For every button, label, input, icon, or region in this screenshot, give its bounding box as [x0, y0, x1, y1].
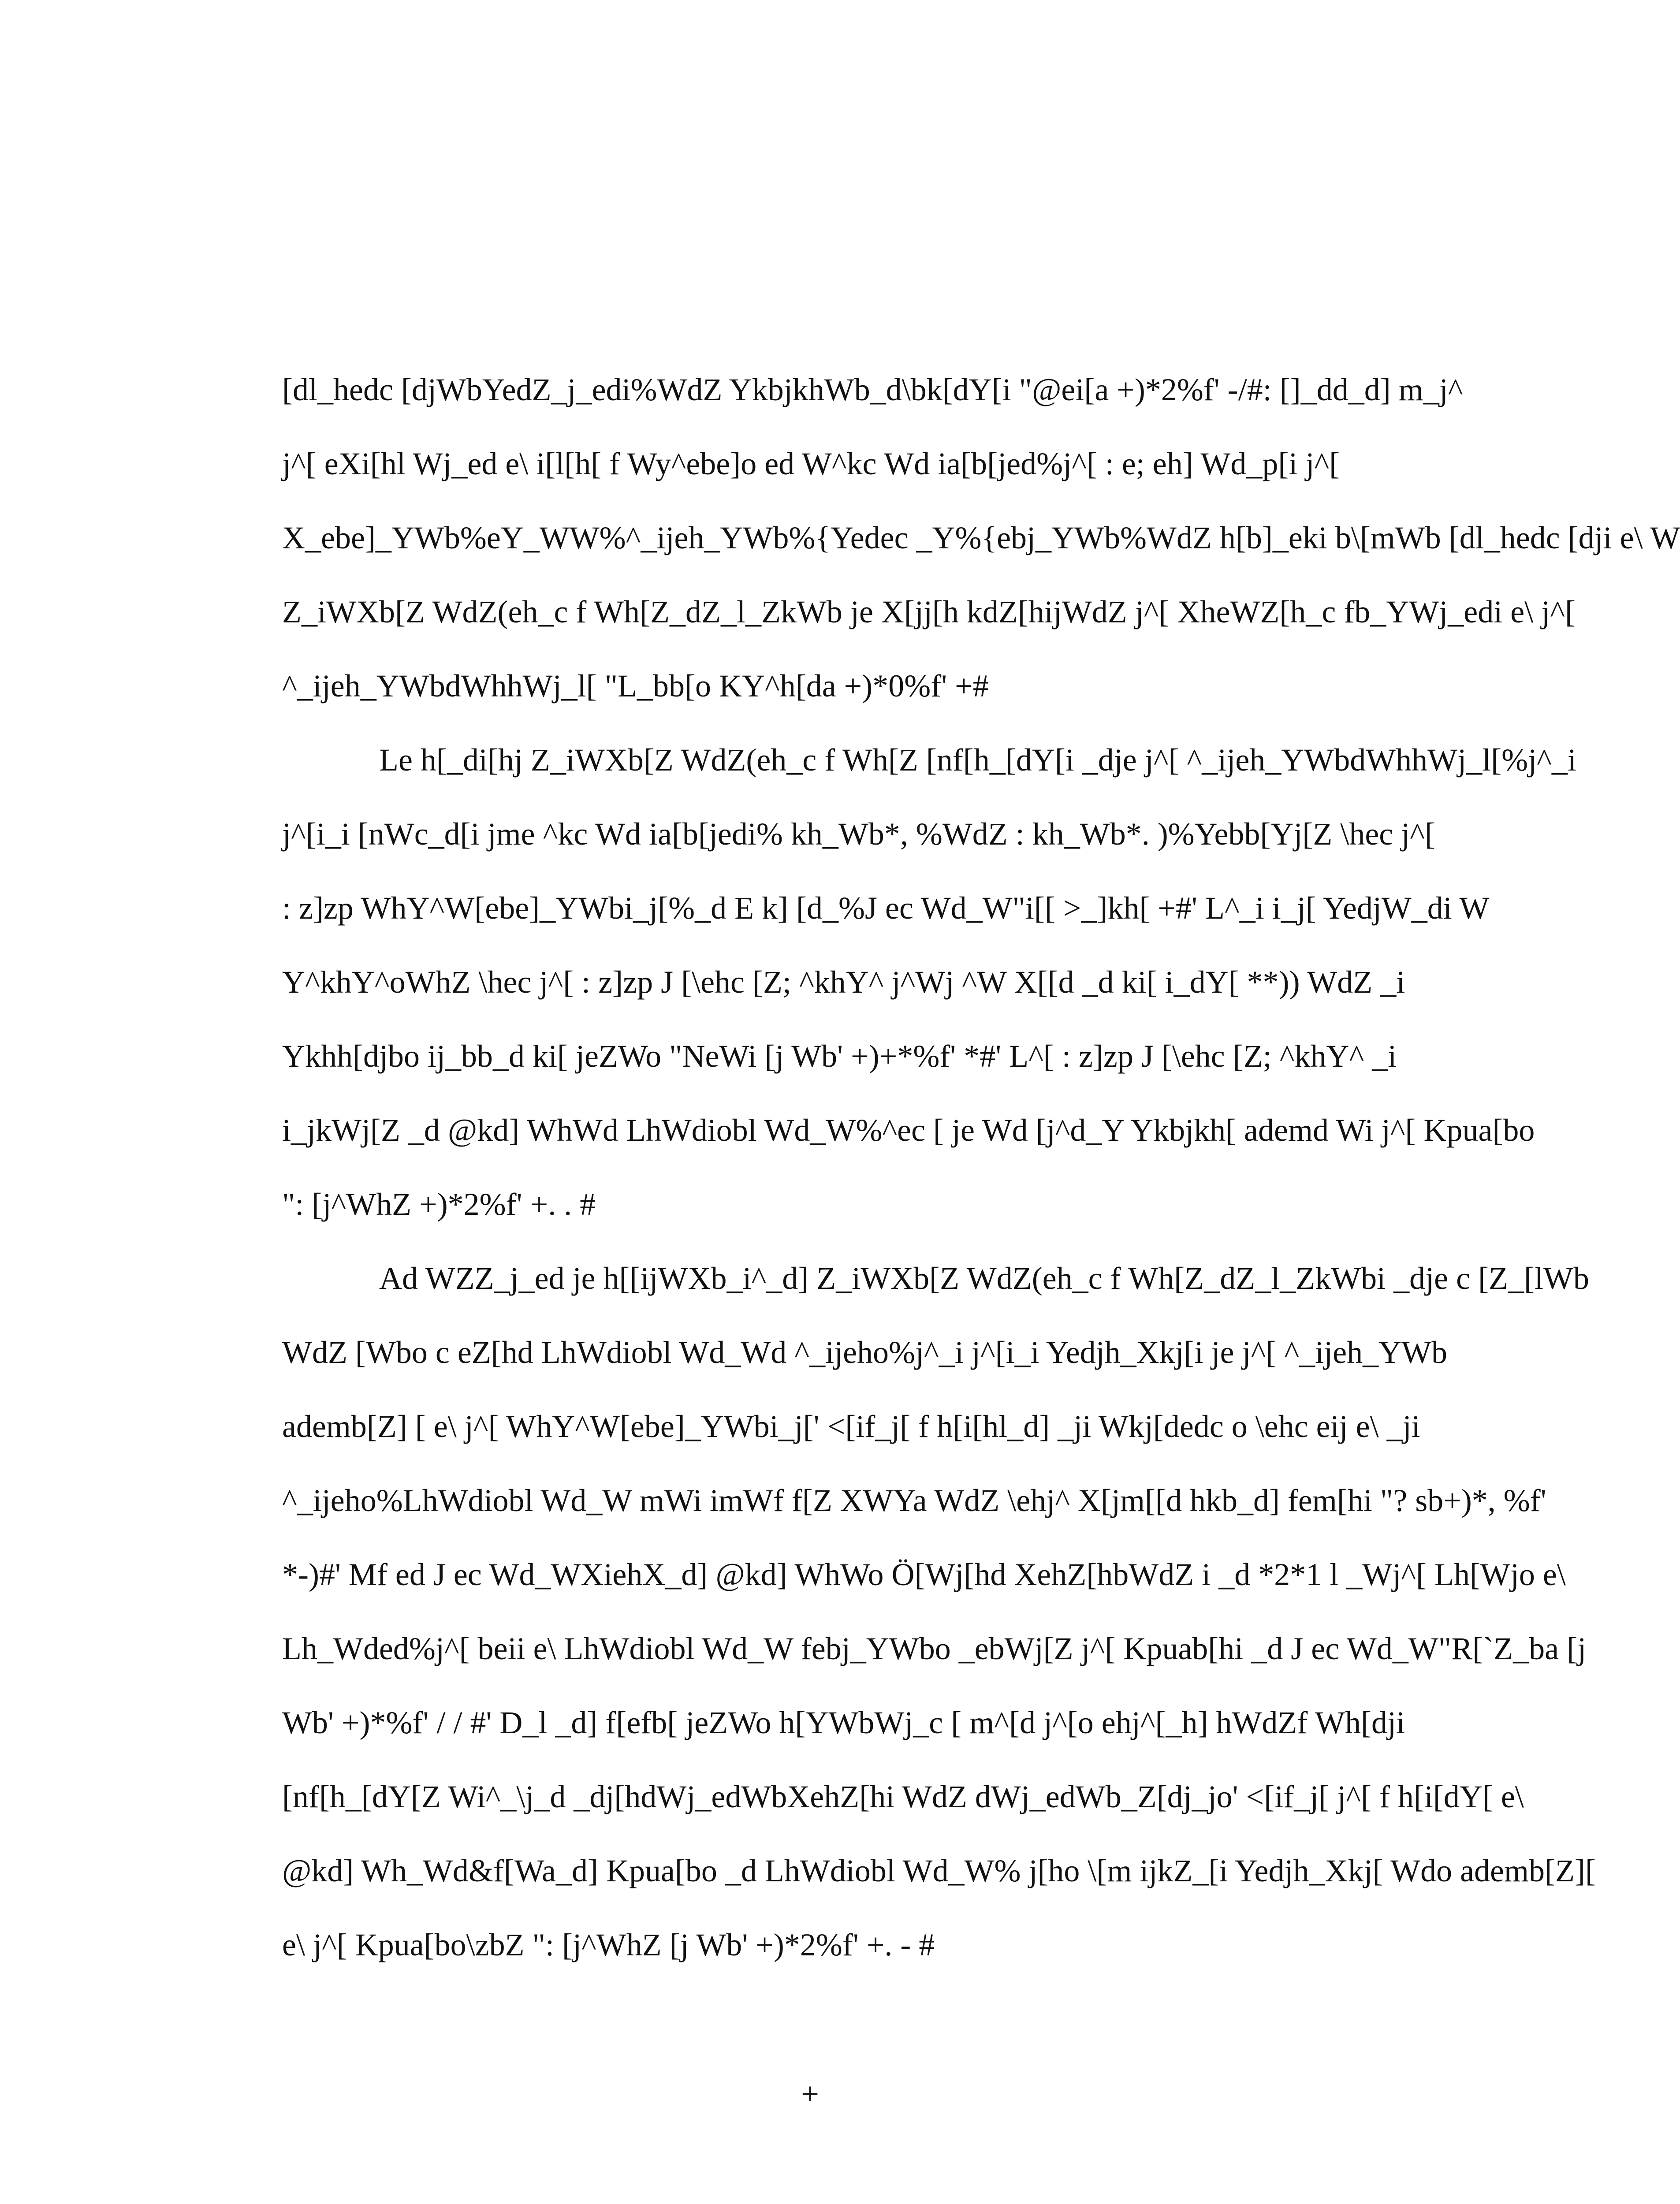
- text-line: : z]zp WhY^W[ebe]_YWbi_j[%_d E k] [d_%J ec Wd_W"i[[ >_]kh[ +#' L^_i i_j[ YedjW_di W: [282, 890, 1490, 926]
- paragraph-3: [282, 1241, 1596, 1982]
- text-line: [dl_hedc [djWbYedZ_j_edi%WdZ YkbjkhWb_d\bk[dY[i "@ei[a +)*2%f' -/#: []_dd_d] m_j^: [282, 372, 1463, 407]
- page-number: +: [801, 2076, 819, 2111]
- text-line: ^_ijeh_YWbdWhhWj_l[ "L_bb[o KY^h[da +)*0%f' +#: [282, 668, 989, 704]
- paragraph-1: [282, 353, 1680, 723]
- text-line: [nf[h_[dY[Z Wi^_\j_d _dj[hdWj_edWbXehZ[hi WdZ dWj_edWb_Z[dj_jo' <[if_j[ j^[ f h[i[dY[ e\: [282, 1779, 1524, 1814]
- text-line: ademb[Z] [ e\ j^[ WhY^W[ebe]_YWbi_j[' <[if_j[ f h[i[hl_d] _ji Wkj[dedc o \ehc eij e\ _ji: [282, 1409, 1420, 1444]
- text-line: i_jkWj[Z _d @kd] WhWd LhWdiobl Wd_W%^ec [ je Wd [j^d_Y Ykbjkh[ ademd Wi j^[ Kpua[bo: [282, 1113, 1535, 1148]
- body-text: [282, 353, 1680, 1982]
- text-line: Z_iWXb[Z WdZ(eh_c f Wh[Z_dZ_l_ZkWb je X[jj[h kdZ[hijWdZ j^[ XheWZ[h_c fb_YWj_edi e\ j^[: [282, 594, 1576, 629]
- text-line: @kd] Wh_Wd&f[Wa_d] Kpua[bo _d LhWdiobl Wd_W% j[ho \[m ijkZ_[i Yedjh_Xkj[ Wdo ademb[Z][: [282, 1853, 1596, 1888]
- text-line: WdZ [Wbo c eZ[hd LhWdiobl Wd_Wd ^_ijeho%j^_i j^[i_i Yedjh_Xkj[i je j^[ ^_ijeh_YWb: [282, 1335, 1448, 1370]
- text-line: Wb' +)*%f' / / #' D_l _d] f[efb[ jeZWo h[YWbWj_c [ m^[d j^[o ehj^[_h] hWdZf Wh[dji: [282, 1705, 1405, 1740]
- text-line: ^_ijeho%LhWdiobl Wd_W mWi imWf f[Z XWYa WdZ \ehj^ X[jm[[d hkb_d] fem[hi "? sb+)*, %f': [282, 1483, 1546, 1518]
- text-line: Ykhh[djbo ij_bb_d ki[ jeZWo "NeWi [j Wb' +)+*%f' *#' L^[ : z]zp J [\ehc [Z; ^khY^ _i: [282, 1039, 1397, 1074]
- text-line: Ad WZZ_j_ed je h[[ijWXb_i^_d] Z_iWXb[Z WdZ(eh_c f Wh[Z_dZ_l_ZkWbi _dje c [Z_[lWb: [379, 1261, 1589, 1296]
- text-line: X_ebe]_YWb%eY_WW%^_ijeh_YWb%{Yedec _Y%{ebj_YWb%WdZ h[b]_eki b\[mWb [dl_hedc [dji e\ W: [282, 520, 1680, 555]
- text-line: ": [j^WhZ +)*2%f' +. . #: [282, 1187, 596, 1222]
- text-line: Y^khY^oWhZ \hec j^[ : z]zp J [\ehc [Z; ^khY^ j^Wj ^W X[[d _d ki[ i_dY[ **)) WdZ _i: [282, 964, 1405, 1000]
- paragraph-2: [282, 723, 1576, 1241]
- text-line: *-)#' Mf ed J ec Wd_WXiehX_d] @kd] WhWo Ö[Wj[hd XehZ[hbWdZ i _d *2*1 l _Wj^[ Lh[Wjo e\: [282, 1557, 1566, 1592]
- text-line: j^[ eXi[hl Wj_ed e\ i[l[h[ f Wy^ebe]o ed W^kc Wd ia[b[jed%j^[ : e; eh] Wd_p[i j^[: [282, 446, 1340, 481]
- text-line: Lh_Wded%j^[ beii e\ LhWdiobl Wd_W febj_YWbo _ebWj[Z j^[ Kpuab[hi _d J ec Wd_W"R[`Z_ba [j: [282, 1631, 1587, 1666]
- text-line: Le h[_di[hj Z_iWXb[Z WdZ(eh_c f Wh[Z [nf[h_[dY[i _dje j^[ ^_ijeh_YWbdWhhWj_l[%j^_i: [379, 742, 1576, 778]
- text-line: e\ j^[ Kpua[bo\zbZ ": [j^WhZ [j Wb' +)*2%f' +. - #: [282, 1927, 935, 1962]
- text-line: j^[i_i [nWc_d[i jme ^kc Wd ia[b[jedi% kh_Wb*, %WdZ : kh_Wb*. )%Yebb[Yj[Z \hec j^[: [282, 816, 1436, 852]
